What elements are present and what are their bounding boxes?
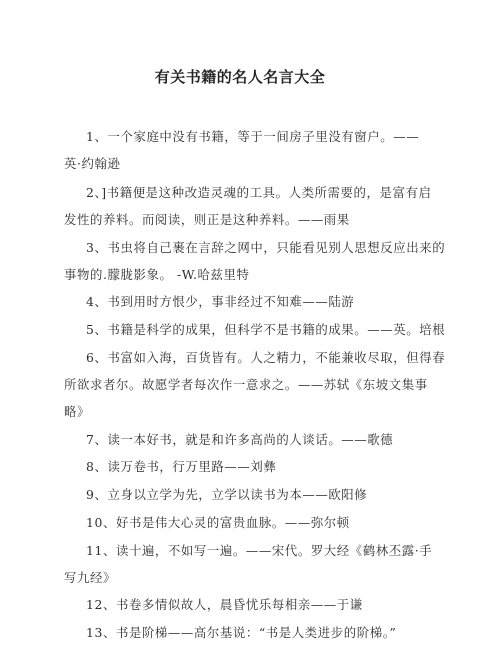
quote-2-line-2: 发性的养料。而阅读，则正是这种养料。——雨果 [64,212,350,227]
quote-3-line-1: 3、书虫将自己裹在言辞之网中，只能看见别人思想反应出来的 [86,240,446,255]
quote-11-line-1: 11、读十遍，不如写一遍。——宋代。罗大经《鹤林丕露·手 [86,543,433,558]
document-title: 有关书籍的名人名言大全 [154,68,326,86]
quote-10: 10、好书是伟大心灵的富贵血脉。——弥尔顿 [86,515,350,530]
quote-1-line-1: 1、一个家庭中没有书籍，等于一间房子里没有窗户。—— [86,129,420,144]
quote-7: 7、读一本好书，就是和许多高尚的人谈话。——歌德 [86,432,394,447]
quote-2-line-1: 2、]书籍便是这种改造灵魂的工具。人类所需要的，是富有启 [86,185,432,200]
quote-6-line-3: 略》 [64,404,90,419]
quote-8: 8、读万卷书，行万里路——刘彝 [86,459,277,474]
quote-11-line-2: 写九经》 [64,570,116,585]
quote-12: 12、书卷多情似故人，晨昏忧乐每相亲——于谦 [86,597,363,612]
quote-6-line-1: 6、书富如入海，百货皆有。人之精力，不能兼收尽取，但得春 [86,350,446,365]
quote-1-line-2: 英·约翰逊 [64,156,121,171]
quote-5: 5、书籍是科学的成果，但科学不是书籍的成果。——英。培根 [86,322,446,337]
quote-6-line-2: 所欲求者尔。故愿学者每次作一意求之。——苏轼《东坡文集事 [64,377,428,392]
quote-4: 4、书到用时方恨少，事非经过不知难——陆游 [86,294,355,309]
quote-13: 13、书是阶梯——高尔基说：“书是人类进步的阶梯。” [86,625,397,640]
quote-3-line-2: 事物的.朦胧影象。 -W.哈兹里特 [64,267,250,282]
quote-9: 9、立身以立学为先，立学以读书为本——欧阳修 [86,487,368,502]
